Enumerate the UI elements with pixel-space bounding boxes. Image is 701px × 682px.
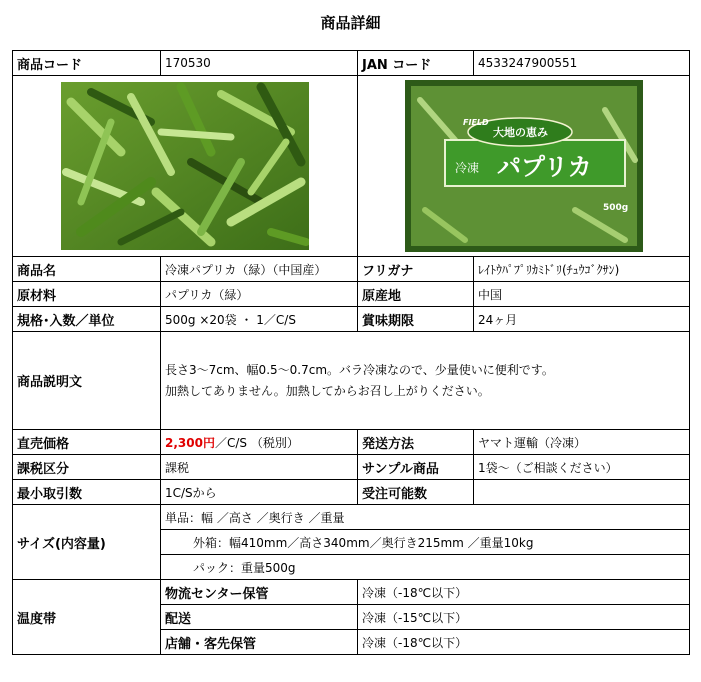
row-product-code [13,51,690,76]
row-size-1 [13,505,690,530]
shelf-life-value: 24ヶ月 [474,307,690,332]
min-order-label: 最小取引数 [13,480,161,505]
sample-value: 1袋～（ご相談ください） [474,455,690,480]
row-price [13,430,690,455]
shipping-value: ヤマト運輸（冷凍） [474,430,690,455]
product-name-value: 冷凍パプリカ（緑）（中国産） [161,257,358,282]
jan-code-value: 4533247900551 [474,51,690,76]
jan-code-label: JAN コード [358,51,474,76]
price-amount: 2,300円 [165,435,215,450]
description-value [161,332,690,430]
price-unit: ／C/S （税別） [214,435,299,450]
acceptable-qty-label: 受注可能数 [358,480,474,505]
origin-label: 原産地 [358,282,474,307]
size-single: 単品：幅 ／高さ ／奥行き ／重量 [161,505,690,530]
temp-logistics-label: 物流センター保管 [161,580,358,605]
ingredients-value: パプリカ（緑） [161,282,358,307]
product-code-value: 170530 [161,51,358,76]
ingredients-label: 原材料 [13,282,161,307]
package-weight: 500g [602,203,628,213]
acceptable-qty-value [474,480,690,505]
price-label: 直売価格 [13,430,161,455]
origin-value: 中国 [474,282,690,307]
tax-label: 課税区分 [13,455,161,480]
temp-delivery-label: 配送 [161,605,358,630]
row-min-order [13,480,690,505]
temperature-label: 温度帯 [13,580,161,655]
shipping-label: 発送方法 [358,430,474,455]
package-brand: FIELD [462,118,489,127]
size-pack: パック：重量500g [161,555,690,580]
package-photo-cell [358,76,690,257]
description-line-1: 長さ3～7cm、幅0.5～0.7cm。バラ冷凍なので、少量使いに便利です。 [165,362,554,377]
row-temp-1 [13,580,690,605]
row-spec [13,307,690,332]
temp-logistics-value: 冷凍（-18℃以下） [358,580,690,605]
description-label: 商品説明文 [13,332,161,430]
row-ingredients [13,282,690,307]
row-images [13,76,690,257]
row-product-name [13,257,690,282]
product-name-label: 商品名 [13,257,161,282]
row-tax [13,455,690,480]
sample-label: サンプル商品 [358,455,474,480]
package-name-big: パプリカ [496,153,592,181]
min-order-value: 1C/Sから [161,480,358,505]
shelf-life-label: 賞味期限 [358,307,474,332]
product-code-label: 商品コード [13,51,161,76]
size-outer-box: 外箱：幅410mm／高さ340mm／奥行き215mm ／重量10kg [161,530,690,555]
spec-value: 500g ×20袋 ・ 1／C/S [161,307,358,332]
package-photo [405,80,643,252]
furigana-label: フリガナ [358,257,474,282]
product-spec-table [12,50,690,655]
furigana-value: ﾚｲﾄｳﾊﾟﾌﾟﾘｶﾐﾄﾞﾘ(ﾁｭｳｺﾞｸｻﾝ) [474,257,690,282]
green-pepper-strips-photo [61,82,309,250]
product-photo-cell [13,76,358,257]
description-line-2: 加熱してありません。加熱してからお召し上がりください。 [165,383,490,398]
row-description [13,332,690,430]
temp-store-value: 冷凍（-18℃以下） [358,630,690,655]
price-value [161,430,358,455]
temp-store-label: 店舗・客先保管 [161,630,358,655]
spec-label: 規格･入数／単位 [13,307,161,332]
size-label: サイズ(内容量) [13,505,161,580]
page-title: 商品詳細 [320,14,381,32]
temp-delivery-value: 冷凍（-15℃以下） [358,605,690,630]
package-name-small: 冷凍 [454,161,479,175]
package-series: 大地の恵み [492,126,548,139]
tax-value: 課税 [161,455,358,480]
